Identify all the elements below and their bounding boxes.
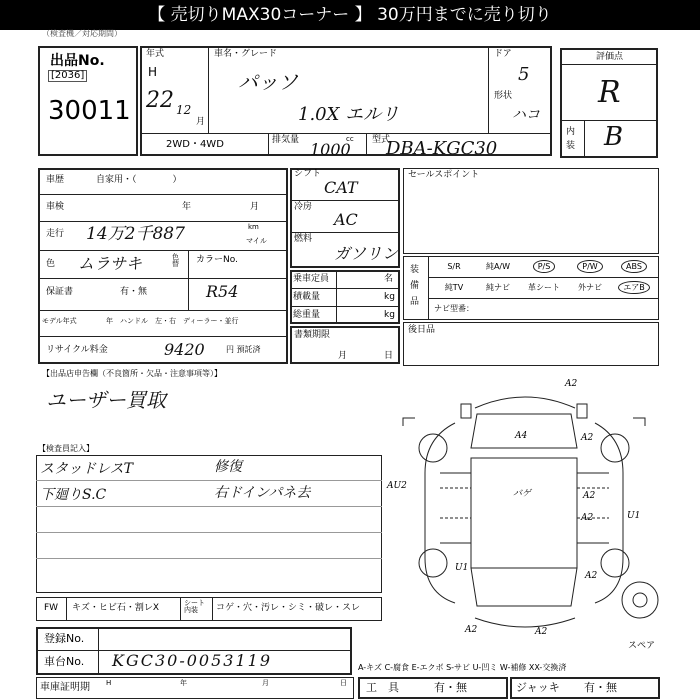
color-label: 色 [46, 259, 56, 269]
chassis-value: KGC30-0053119 [112, 651, 272, 670]
tools-value: 有・無 [434, 681, 467, 694]
load-unit: kg [384, 292, 395, 302]
score-value: R [598, 75, 621, 110]
year-month-suffix: 月 [196, 117, 206, 127]
damage-mark: バゲ [513, 489, 532, 499]
year-era: H [148, 65, 158, 79]
car-name: パッソ [238, 70, 298, 94]
spare-label: スペア [628, 641, 656, 651]
equipment-option: ABS [612, 263, 656, 271]
damage-mark: A2 [581, 513, 594, 523]
equipment-option: S/R [447, 262, 461, 271]
gross-unit: kg [384, 310, 395, 320]
mileage-km: km [248, 223, 259, 231]
equipment-option: 革シート [528, 283, 560, 292]
seller-note-text: ユーザー買取 [46, 388, 166, 412]
handle-label: モデル年式 [42, 317, 77, 325]
damage-mark: A2 [535, 627, 548, 637]
jack-value: 有・無 [584, 681, 617, 694]
drive-label: 2WD・4WD [166, 139, 224, 150]
reg-deadline-month: 月 [338, 351, 348, 361]
seat-label: シート内装 [184, 599, 205, 614]
inspection-month: 月 [250, 202, 260, 212]
history-label: 車歴 [46, 175, 65, 185]
color-value: ムラサキ [78, 254, 143, 273]
interior-label-2: 装 [566, 141, 576, 151]
seat-text: コゲ・穴・汚レ・シミ・破レ・スレ [216, 603, 361, 613]
damage-mark: U1 [455, 563, 469, 573]
model-value: DBA-KGC30 [386, 138, 498, 159]
damage-mark: A2 [465, 625, 478, 635]
inspector-label: 【検査員記入】 [38, 444, 94, 453]
mileage-value: 14万2千887 [86, 224, 185, 244]
color-code-label: カラーNo. [196, 255, 238, 265]
lot-box [38, 46, 138, 156]
damage-mark: A2 [583, 491, 596, 501]
capacity-label: 乗車定員 [293, 274, 330, 284]
top-note: （検査機／対応期間） [42, 29, 122, 38]
displacement-label: 排気量 [272, 135, 300, 145]
gross-label: 総重量 [293, 310, 321, 320]
reg-deadline-label: 書類期限 [294, 330, 331, 340]
mileage-mile: マイル [246, 237, 267, 245]
certificate-year: 年 [180, 679, 187, 687]
jack-label: ジャッキ [516, 681, 560, 694]
equipment-option: 純TV [444, 283, 464, 292]
banner: 【 売切りMAX30コーナー 】 30万円までに売り切り [0, 0, 700, 30]
certificate-h: H [106, 679, 112, 687]
damage-mark: A2 [585, 571, 598, 581]
damage-mark: A2 [565, 379, 578, 389]
equipment-option: P/W [568, 263, 612, 271]
score-label: 評価点 [596, 52, 624, 62]
inspector-line2-left: 下廻りS.C [40, 487, 107, 503]
shift-value: CAT [324, 178, 358, 197]
year-label: 年式 [146, 49, 165, 59]
fw-text: キズ・ヒビ石・割レX [72, 603, 159, 613]
shift-label: シフト [294, 169, 322, 179]
recycle-label: リサイクル料金 [46, 345, 108, 355]
mileage-label: 走行 [46, 229, 65, 239]
recycle-unit: 円 預託済 [226, 345, 261, 354]
inspector-line2-right: 右ドインパネ去 [214, 485, 311, 501]
chassis-label: 車台No. [44, 655, 85, 668]
equipment-option: P/S [522, 263, 566, 271]
aircon-value: AC [334, 210, 358, 229]
fw-label: FW [44, 603, 59, 613]
tools-label: 工 具 [366, 681, 399, 694]
history-box [38, 168, 288, 364]
navi-label: ナビ型番： [434, 304, 474, 313]
certificate-day: 日 [340, 679, 347, 687]
doors-label: ドア [494, 49, 512, 59]
color-code: R54 [206, 282, 239, 301]
fuel-value: ガソリン [334, 244, 399, 263]
damage-mark: A4 [515, 431, 528, 441]
certificate-month: 月 [262, 679, 269, 687]
history-value: 自家用・（ ） [96, 175, 182, 185]
registration-label: 登録No. [44, 632, 85, 645]
equipment-option: エアB [612, 284, 656, 292]
color-change-label: 色替 [172, 253, 179, 268]
sales-point-box [403, 168, 659, 254]
interior-value: B [604, 122, 624, 152]
model-label: 型式 [372, 135, 391, 145]
year-month: 12 [176, 103, 192, 117]
seller-note-label: 【出品店申告欄（不良箇所・欠品・注意事項等）】 [42, 369, 222, 378]
interior-label-1: 内 [566, 127, 576, 137]
capacity-unit: 名 [384, 274, 394, 284]
aircon-label: 冷房 [294, 202, 313, 212]
later-box [403, 322, 659, 366]
lot-label: 出品No. [50, 53, 105, 69]
inspector-line1-right: 修復 [214, 459, 242, 475]
car-name-label: 車名・グレード [214, 49, 278, 59]
equipment-option: 純ナビ [486, 283, 510, 292]
inspector-line1-left: スタッドレスT [40, 461, 133, 477]
reg-deadline-day: 日 [384, 351, 394, 361]
warranty-label: 保証書 [46, 287, 74, 297]
equipment-option: 純A/W [485, 262, 511, 271]
damage-mark: AU2 [387, 481, 407, 491]
displacement-value: 1000 [310, 140, 351, 159]
equipment-label: 装備品 [410, 265, 420, 307]
warranty-value: 有・無 [120, 287, 148, 297]
lot-number: 30011 [48, 96, 131, 126]
certificate-label: 車庫証明期 [40, 682, 90, 693]
car-grade: 1.0X エルリ [298, 104, 400, 125]
displacement-unit: cc [346, 135, 354, 143]
damage-legend: A-キズ C-腐食 E-エクボ S-サビ U-凹ミ W-補修 XX-交換済 [358, 663, 567, 672]
equipment-option: 外ナビ [578, 283, 602, 292]
load-label: 積載量 [293, 292, 321, 302]
shape-label: 形状 [494, 91, 513, 101]
shape-value: ハコ [512, 107, 540, 123]
handle-items: 年 ハンドル 左・右 ディーラー・並行 [106, 317, 239, 325]
lot-tag: [2036] [48, 70, 87, 82]
damage-mark: A2 [581, 433, 594, 443]
sales-point-label: セールスポイント [408, 170, 480, 180]
year-value: 22 [146, 88, 174, 113]
inspection-year: 年 [182, 202, 192, 212]
doors-value: 5 [518, 64, 530, 85]
fuel-label: 燃料 [294, 234, 313, 244]
later-label: 後日品 [408, 325, 436, 335]
recycle-value: 9420 [164, 340, 205, 359]
car-damage-diagram [385, 378, 670, 640]
damage-mark: U1 [627, 511, 641, 521]
inspection-label: 車検 [46, 202, 65, 212]
